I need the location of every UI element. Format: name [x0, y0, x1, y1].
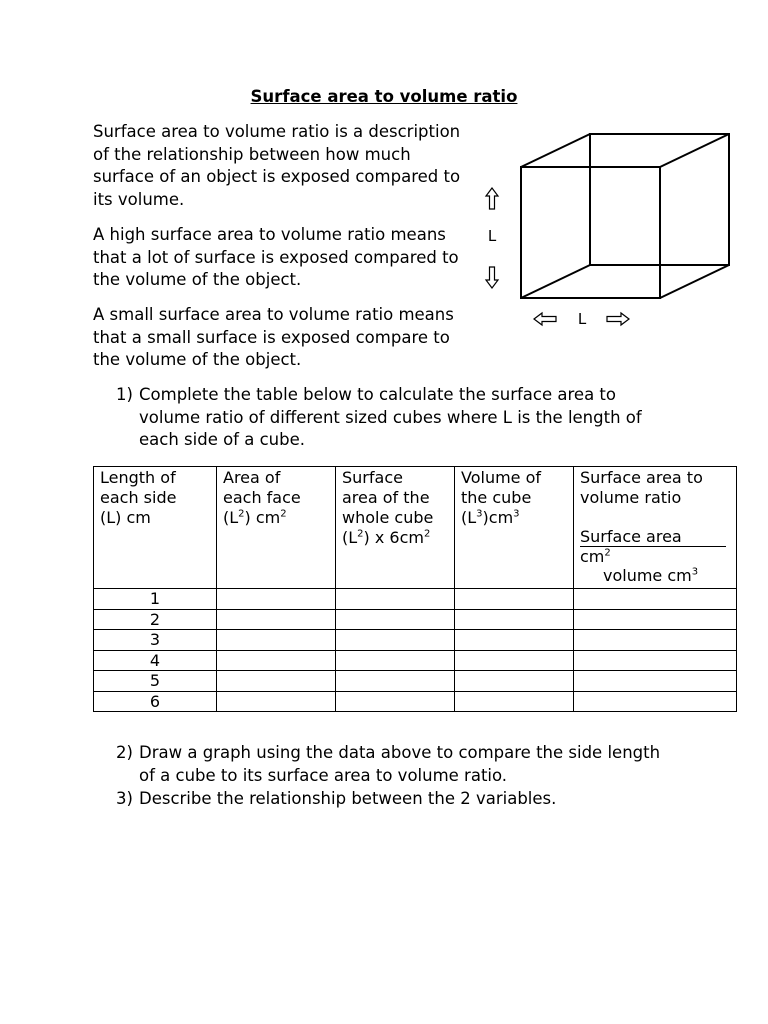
volume-cell[interactable]	[455, 630, 574, 651]
length-cell: 2	[94, 609, 217, 630]
down-arrow-icon	[486, 267, 498, 288]
header-text: area of the	[342, 488, 430, 507]
length-cell: 4	[94, 650, 217, 671]
header-face-area	[217, 467, 336, 589]
superscript: 2	[238, 508, 245, 520]
ratio-cell[interactable]	[574, 671, 737, 692]
table-row	[94, 609, 737, 630]
question-number: 2)	[116, 743, 133, 762]
unit-text: cm	[580, 547, 605, 566]
small-ratio-paragraph: A small surface area to volume ratio means that a small surface is exposed compare to the volume of the object.	[93, 305, 454, 369]
question-text: Draw a graph using the data above to compare the side length of a cube to its surface area to volume ratio.	[139, 743, 661, 785]
high-ratio-paragraph: A high surface area to volume ratio means that a lot of surface is exposed compared to the volume of the object.	[93, 225, 459, 289]
header-text: ) x 6cm	[363, 528, 424, 547]
header-text: (L	[461, 508, 477, 527]
header-text: whole cube	[342, 508, 434, 527]
superscript: 3	[691, 566, 699, 578]
header-text: (L) cm	[100, 508, 151, 527]
fraction-unit	[580, 547, 730, 566]
up-arrow-icon	[486, 188, 498, 209]
header-text: Surface	[342, 468, 403, 487]
header-text: )cm	[482, 508, 514, 527]
header-text: Volume of	[461, 468, 542, 487]
question-text: Describe the relationship between the 2 variables.	[139, 789, 557, 808]
fraction-denominator	[580, 566, 730, 585]
ratio-table	[93, 466, 737, 712]
superscript: 3	[476, 508, 483, 520]
header-text: ) cm	[244, 508, 281, 527]
superscript: 3	[513, 508, 520, 520]
header-text: each face	[223, 488, 301, 507]
fraction-numerator: Surface area	[580, 527, 726, 547]
header-text: Length of	[100, 468, 176, 487]
header-text: (L	[223, 508, 239, 527]
volume-cell[interactable]	[455, 671, 574, 692]
face-area-cell[interactable]	[217, 650, 336, 671]
face-area-cell[interactable]	[217, 630, 336, 651]
table-row	[94, 650, 737, 671]
surface-area-cell[interactable]	[336, 609, 455, 630]
ratio-cell[interactable]	[574, 589, 737, 610]
header-ratio	[574, 467, 737, 589]
face-area-cell[interactable]	[217, 691, 336, 712]
question-number: 1)	[116, 385, 133, 404]
header-text: (L	[342, 528, 358, 547]
question-number: 3)	[116, 789, 133, 808]
question-2	[116, 742, 676, 787]
surface-area-cell[interactable]	[336, 691, 455, 712]
header-text: Surface area to	[580, 468, 703, 487]
ratio-cell[interactable]	[574, 630, 737, 651]
cube-diagram	[478, 124, 748, 334]
header-volume	[455, 467, 574, 589]
page-title: Surface area to volume ratio	[250, 87, 518, 106]
table-row	[94, 691, 737, 712]
header-text: Area of	[223, 468, 281, 487]
volume-cell[interactable]	[455, 650, 574, 671]
left-arrow-icon	[534, 313, 556, 325]
header-text: each side	[100, 488, 177, 507]
header-text: volume ratio	[580, 488, 682, 507]
intro-paragraph: Surface area to volume ratio is a description of the relationship between how much surface of an object is exposed compared to its volume.	[93, 122, 461, 209]
length-cell: 1	[94, 589, 217, 610]
header-length	[94, 467, 217, 589]
right-arrow-icon	[607, 313, 629, 325]
question-3	[116, 788, 676, 811]
surface-area-cell[interactable]	[336, 671, 455, 692]
question-1	[116, 384, 676, 452]
horizontal-length-label: L	[577, 310, 587, 328]
table-row	[94, 589, 737, 610]
table-row	[94, 671, 737, 692]
surface-area-cell[interactable]	[336, 630, 455, 651]
volume-cell[interactable]	[455, 691, 574, 712]
face-area-cell[interactable]	[217, 671, 336, 692]
ratio-cell[interactable]	[574, 609, 737, 630]
superscript: 2	[280, 508, 287, 520]
superscript: 2	[604, 547, 611, 559]
ratio-cell[interactable]	[574, 650, 737, 671]
denominator-text: volume cm	[603, 566, 692, 585]
volume-cell[interactable]	[455, 589, 574, 610]
question-text: Complete the table below to calculate the surface area to volume ratio of different sized cubes where L is the length of each side of a cube.	[139, 385, 642, 449]
vertical-length-label: L	[487, 227, 497, 245]
header-text: the cube	[461, 488, 532, 507]
superscript: 2	[423, 528, 431, 540]
table-header-row	[94, 467, 737, 589]
face-area-cell[interactable]	[217, 609, 336, 630]
length-cell: 3	[94, 630, 217, 651]
surface-area-cell[interactable]	[336, 650, 455, 671]
face-area-cell[interactable]	[217, 589, 336, 610]
ratio-cell[interactable]	[574, 691, 737, 712]
superscript: 2	[357, 528, 364, 540]
volume-cell[interactable]	[455, 609, 574, 630]
length-cell: 6	[94, 691, 217, 712]
length-cell: 5	[94, 671, 217, 692]
table-row	[94, 630, 737, 651]
surface-area-cell[interactable]	[336, 589, 455, 610]
header-surface-area	[336, 467, 455, 589]
